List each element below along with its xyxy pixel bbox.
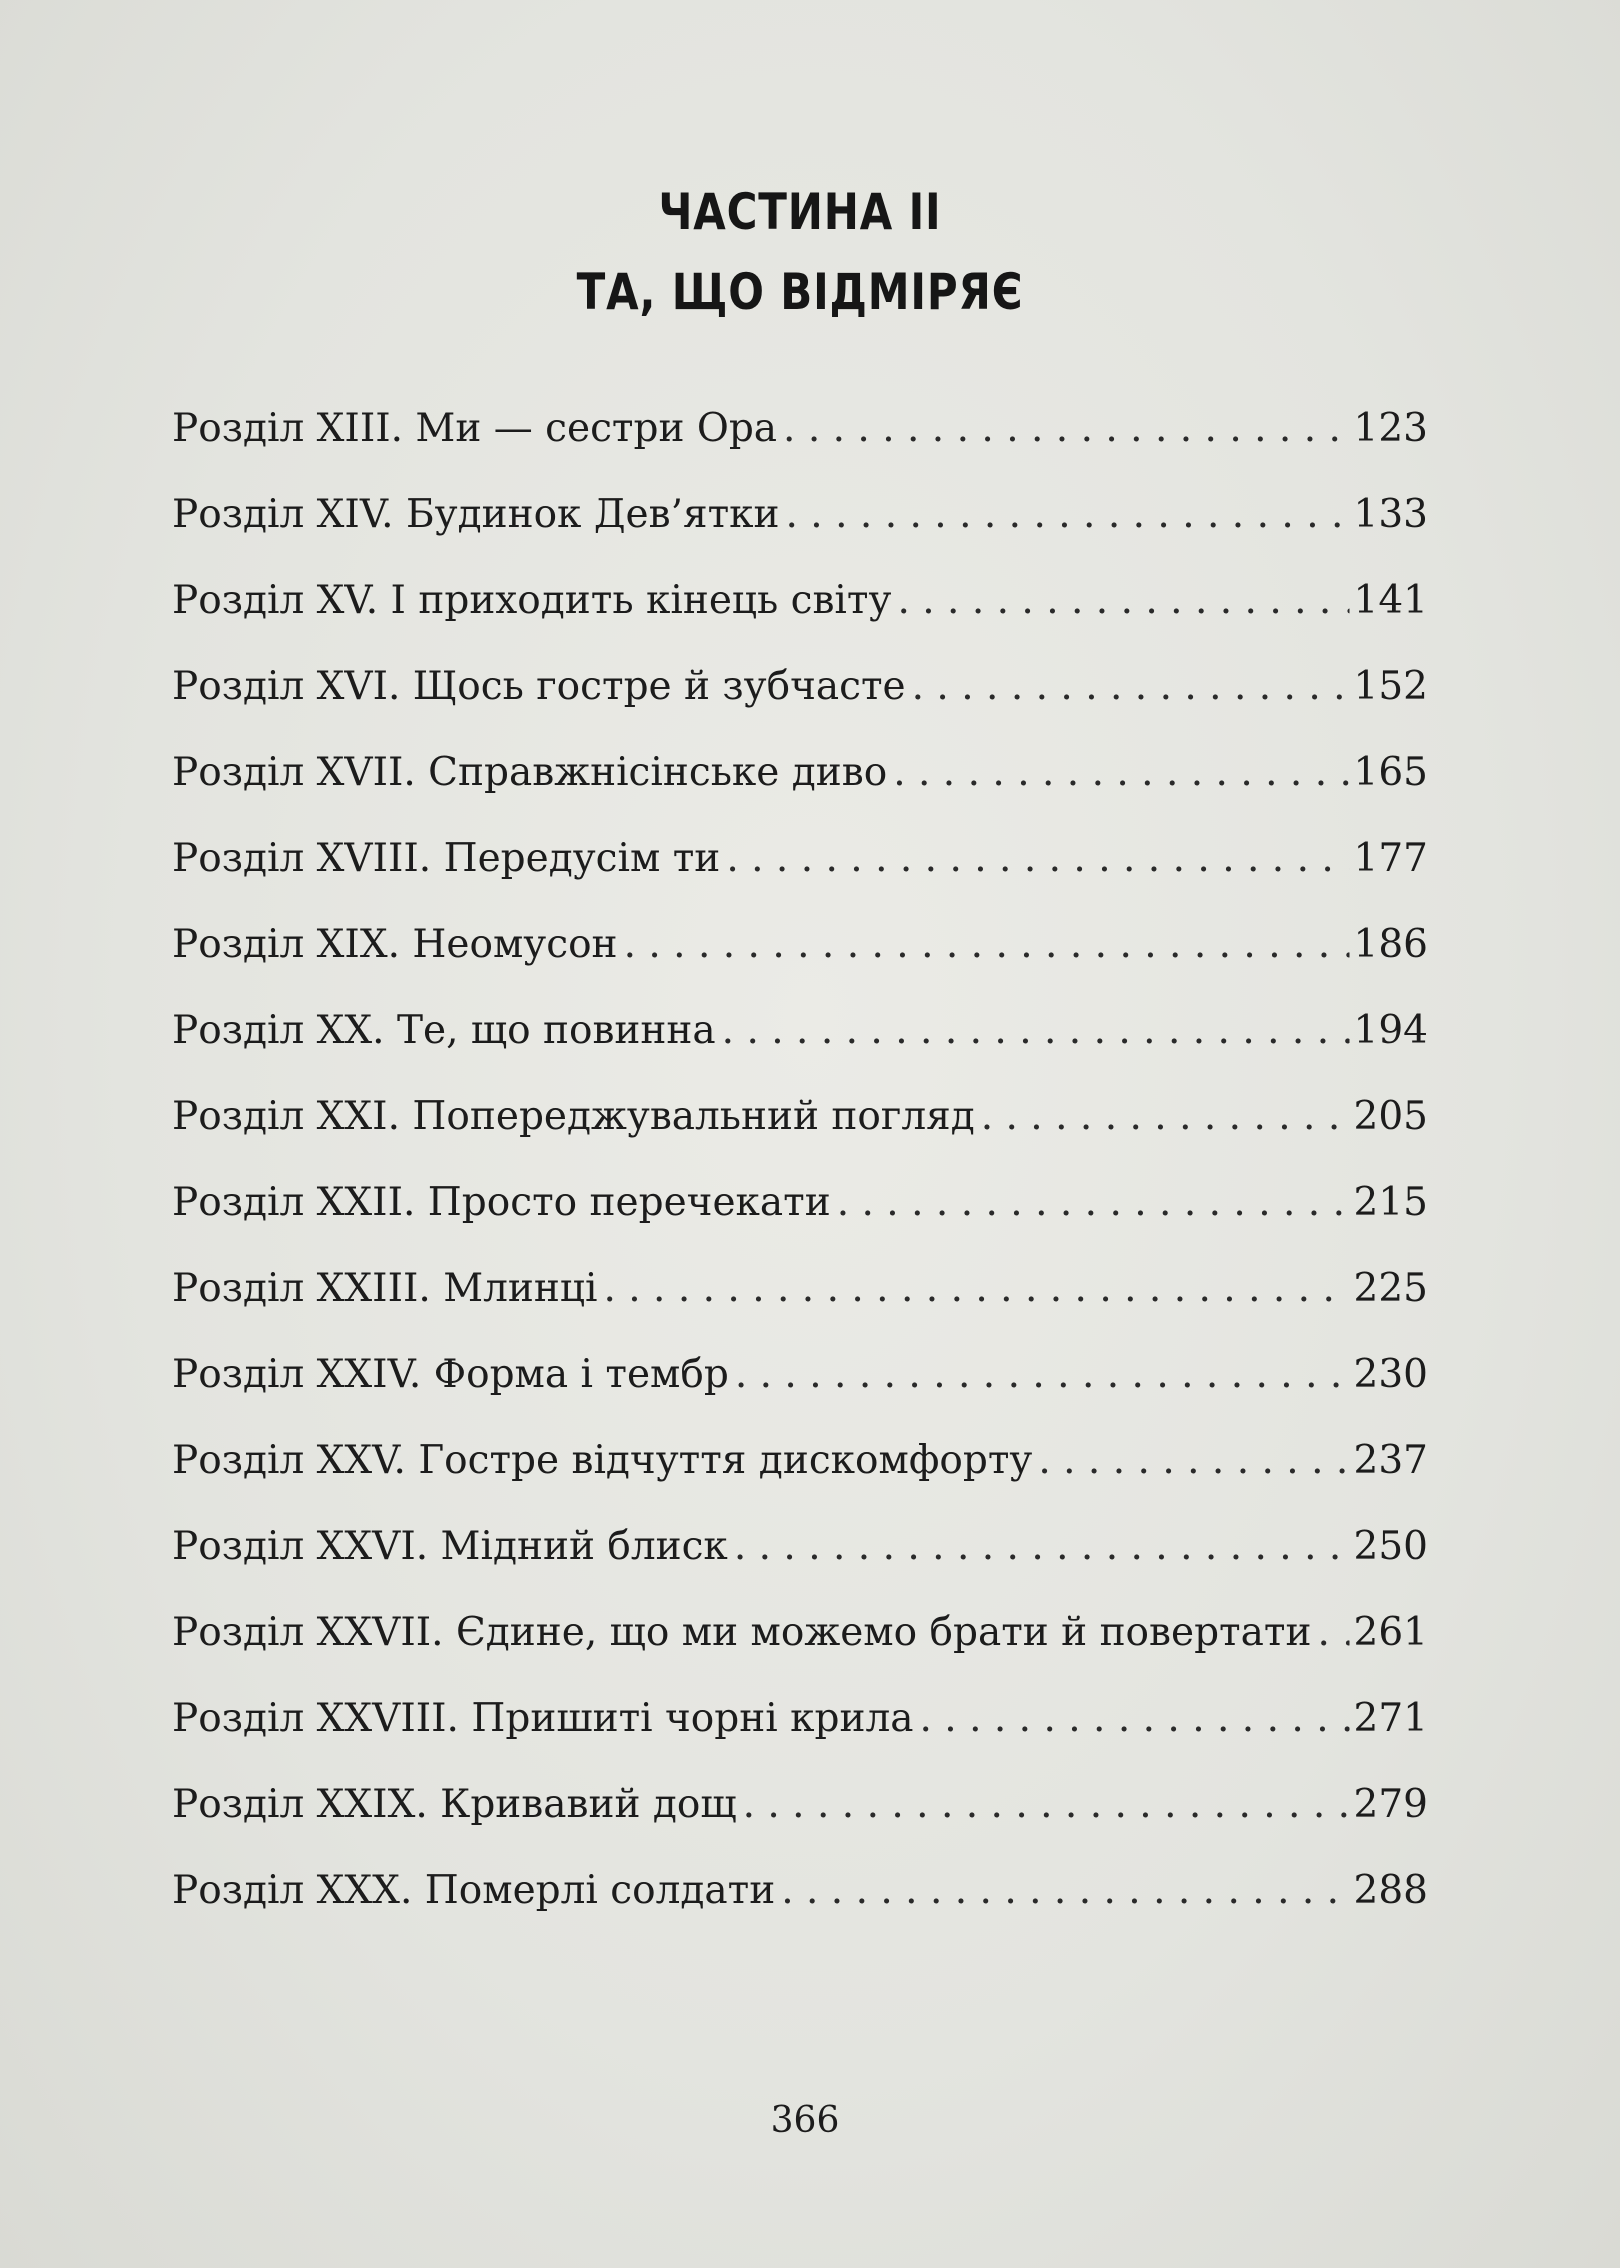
toc-entry	[172, 1868, 1428, 1954]
toc-entry-page: 152	[1353, 664, 1428, 709]
toc-entry	[172, 664, 1428, 750]
toc-entry-title: Розділ XIV. Будинок Дев’ятки	[172, 492, 780, 537]
dot-leader	[720, 836, 1349, 881]
page-number: 366	[770, 2100, 840, 2141]
toc-entry-page: 230	[1353, 1352, 1428, 1397]
toc-entry-title: Розділ XXI. Попереджувальний погляд	[172, 1094, 975, 1139]
dot-leader	[775, 1868, 1349, 1913]
dot-leader	[777, 406, 1350, 451]
dot-leader	[618, 922, 1350, 967]
dot-leader	[716, 1008, 1350, 1053]
toc-entry	[172, 1094, 1428, 1180]
toc-entry	[172, 922, 1428, 1008]
toc-entry-page: 271	[1353, 1696, 1428, 1741]
toc-entry-page: 177	[1353, 836, 1428, 881]
toc-entry	[172, 578, 1428, 664]
dot-leader	[597, 1266, 1349, 1311]
table-of-contents	[172, 406, 1428, 1954]
toc-entry-title: Розділ XXV. Гостре відчуття дискомфорту	[172, 1438, 1033, 1483]
toc-entry-title: Розділ XXIX. Кривавий дощ	[172, 1782, 737, 1827]
toc-entry-page: 165	[1353, 750, 1428, 795]
toc-entry-page: 141	[1353, 578, 1428, 623]
toc-entry-title: Розділ XXVI. Мідний блиск	[172, 1524, 728, 1569]
toc-entry	[172, 1610, 1428, 1696]
dot-leader	[728, 1524, 1350, 1569]
toc-entry	[172, 1524, 1428, 1610]
dot-leader	[975, 1094, 1350, 1139]
toc-entry-page: 186	[1353, 922, 1428, 967]
toc-entry-title: Розділ XXX. Померлі солдати	[172, 1868, 776, 1913]
dot-leader	[887, 750, 1349, 795]
dot-leader	[1032, 1438, 1349, 1483]
toc-entry	[172, 1266, 1428, 1352]
toc-entry-page: 215	[1353, 1180, 1428, 1225]
toc-entry-title: Розділ XIX. Неомусон	[172, 922, 618, 967]
toc-entry-title: Розділ XVI. Щось гостре й зубчасте	[172, 664, 906, 709]
toc-entry	[172, 1696, 1428, 1782]
toc-entry	[172, 1180, 1428, 1266]
toc-entry-page: 250	[1353, 1524, 1428, 1569]
toc-entry	[172, 836, 1428, 922]
toc-entry-page: 279	[1353, 1782, 1428, 1827]
toc-entry-title: Розділ XXIII. Млинці	[172, 1266, 598, 1311]
part-number: ЧАСТИНА II	[658, 183, 942, 241]
part-heading	[128, 172, 1472, 332]
toc-entry-title: Розділ XXVII. Єдине, що ми можемо брати й повертати	[172, 1610, 1312, 1655]
toc-entry	[172, 1438, 1428, 1524]
toc-entry	[172, 1008, 1428, 1094]
toc-entry-page: 288	[1353, 1868, 1428, 1913]
toc-entry-page: 194	[1353, 1008, 1428, 1053]
toc-entry	[172, 1782, 1428, 1868]
part-title: ТА, ЩО ВІДМІРЯЄ	[576, 263, 1024, 321]
toc-entry-title: Розділ XV. І приходить кінець світу	[172, 578, 892, 623]
toc-entry-title: Розділ XVIII. Передусім ти	[172, 836, 721, 881]
toc-entry-page: 261	[1353, 1610, 1428, 1655]
toc-entry	[172, 750, 1428, 836]
toc-entry	[172, 1352, 1428, 1438]
dot-leader	[729, 1352, 1350, 1397]
toc-entry-page: 237	[1353, 1438, 1428, 1483]
toc-entry-title: Розділ XIII. Ми — сестри Ора	[172, 406, 778, 451]
toc-entry-title: Розділ XVII. Справжнісінське диво	[172, 750, 888, 795]
dot-leader	[913, 1696, 1349, 1741]
toc-entry-page: 133	[1353, 492, 1428, 537]
toc-entry-page: 225	[1353, 1266, 1428, 1311]
toc-entry-title: Розділ XXVIII. Пришиті чорні крила	[172, 1696, 914, 1741]
dot-leader	[831, 1180, 1350, 1225]
dot-leader	[1311, 1610, 1349, 1655]
dot-leader	[906, 664, 1350, 709]
toc-entry-page: 205	[1353, 1094, 1428, 1139]
toc-entry-title: Розділ XXII. Просто перечекати	[172, 1180, 831, 1225]
toc-entry-title: Розділ XX. Те, що повинна	[172, 1008, 716, 1053]
toc-entry	[172, 406, 1428, 492]
dot-leader	[891, 578, 1349, 623]
dot-leader	[780, 492, 1350, 537]
toc-entry-page: 123	[1353, 406, 1428, 451]
toc-entry	[172, 492, 1428, 578]
toc-entry-title: Розділ XXIV. Форма і тембр	[172, 1352, 729, 1397]
dot-leader	[737, 1782, 1350, 1827]
